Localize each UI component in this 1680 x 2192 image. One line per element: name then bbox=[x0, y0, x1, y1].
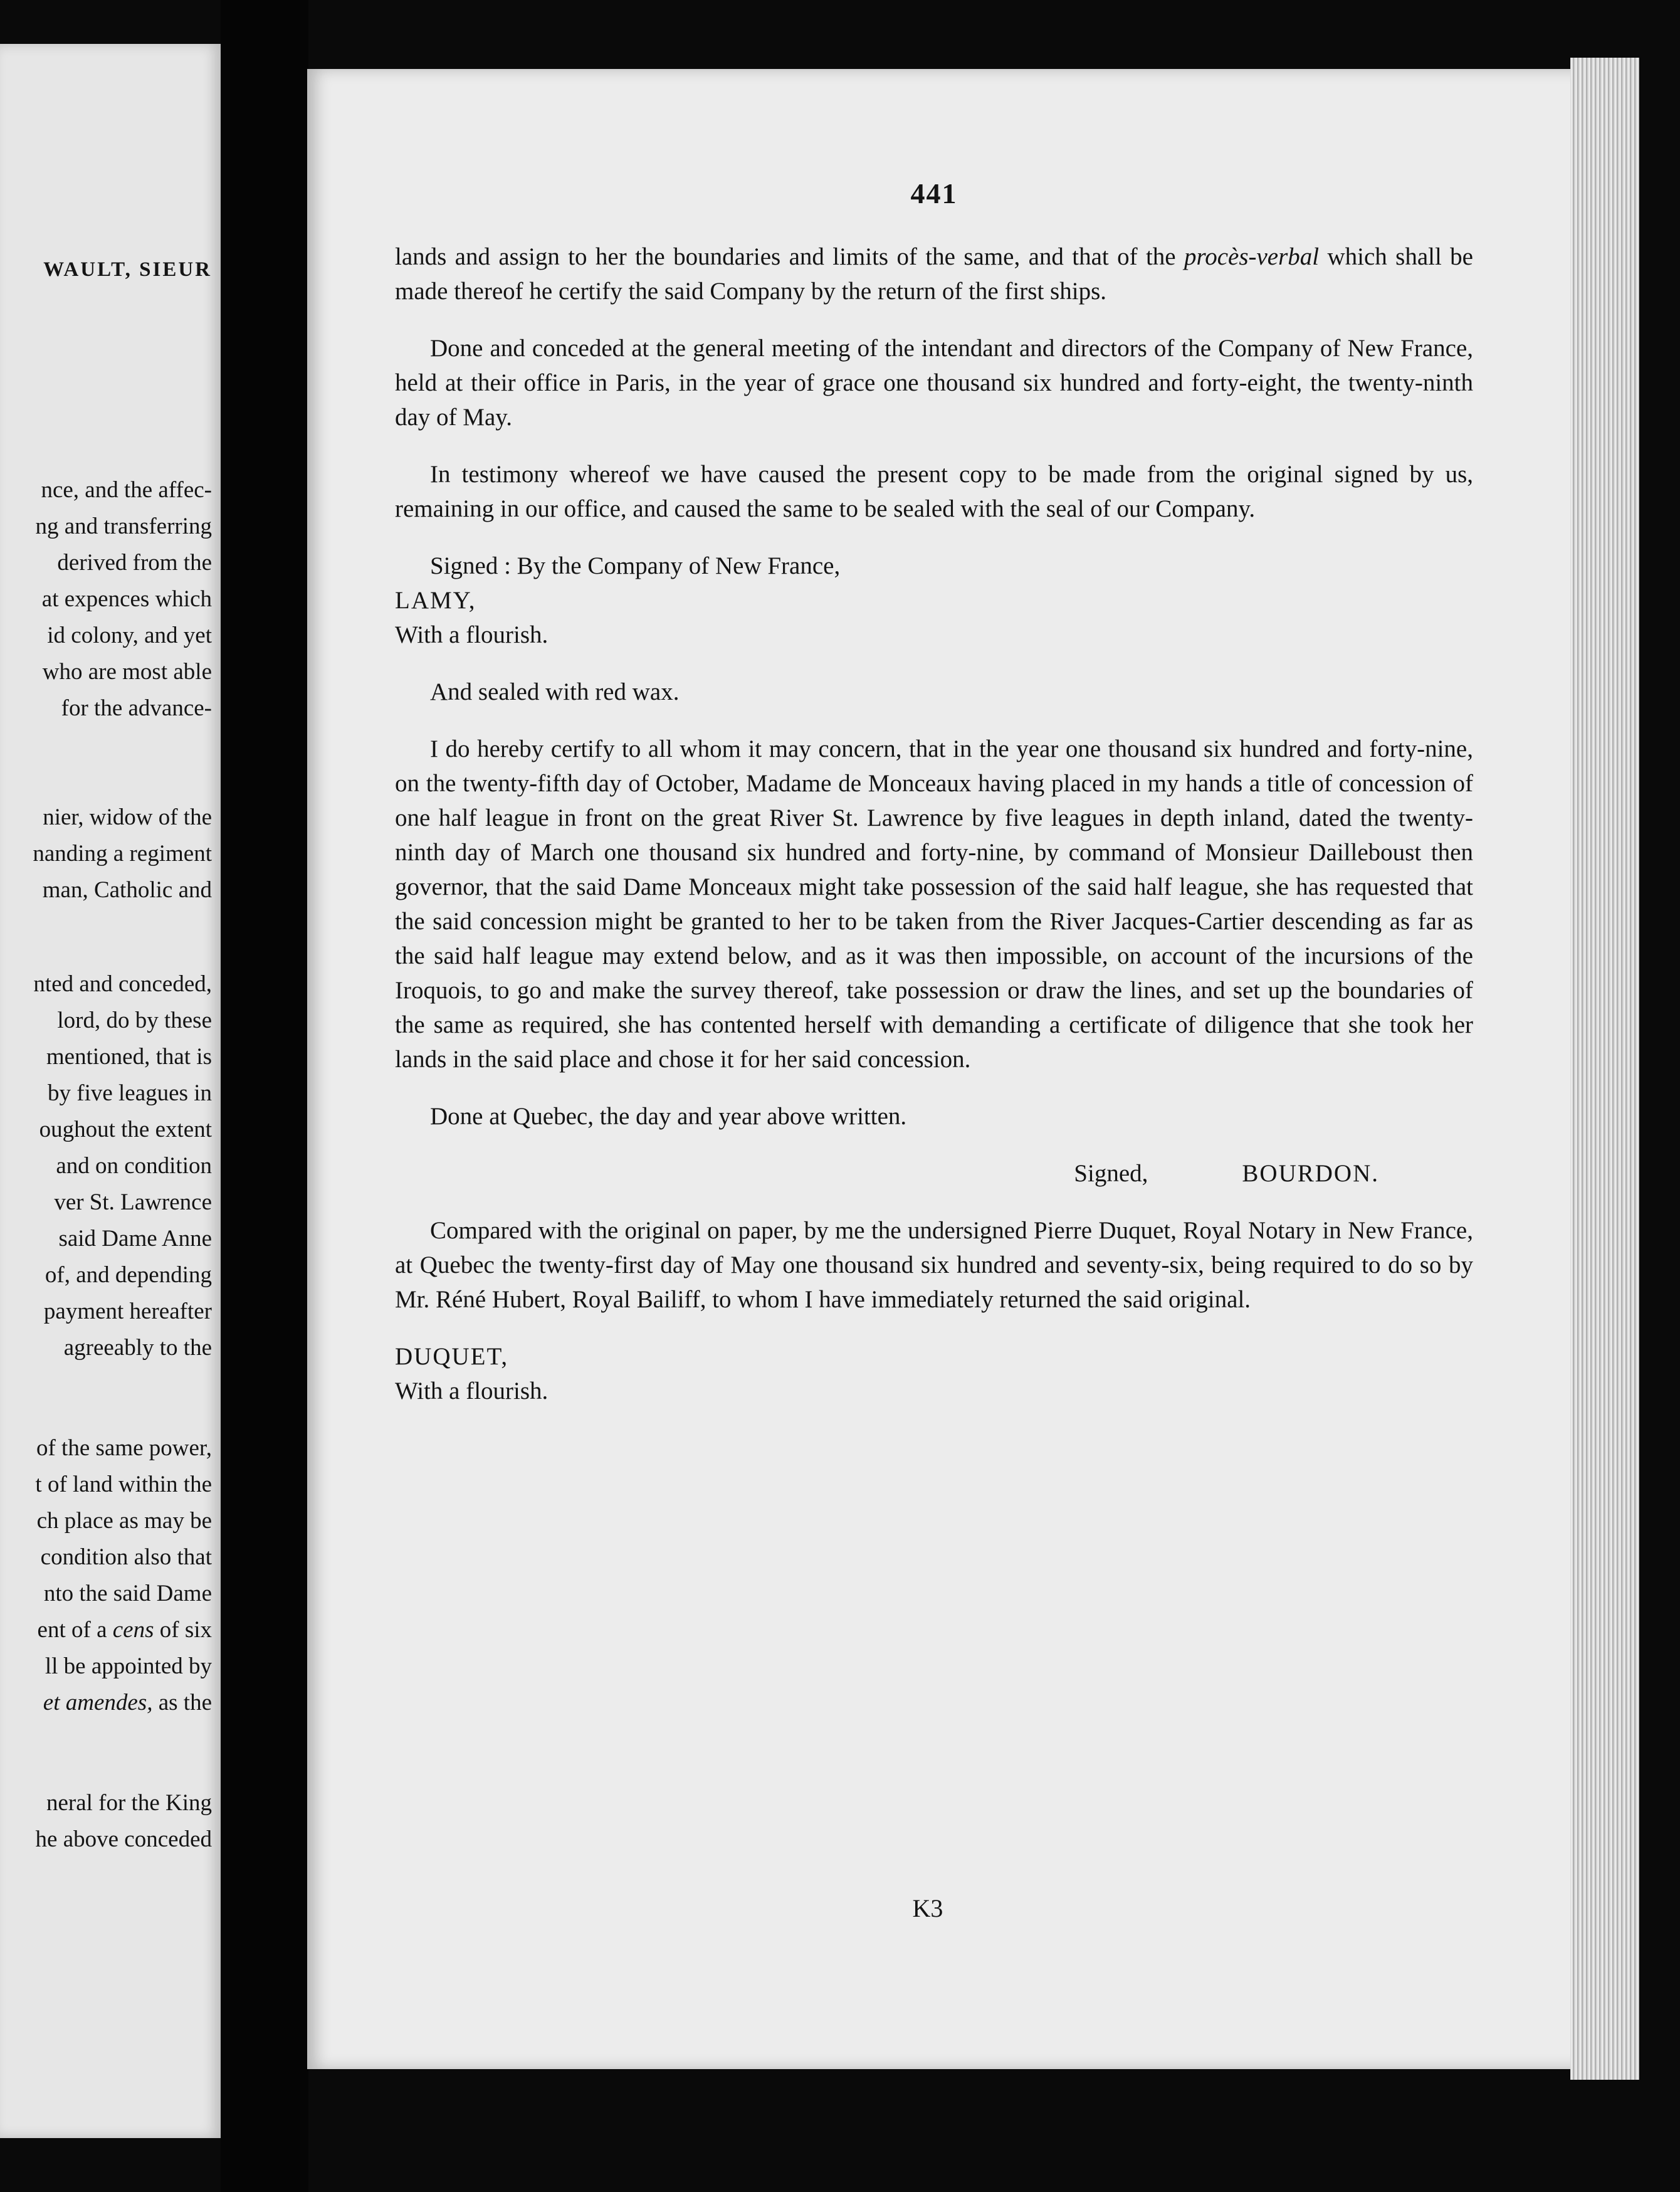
left-page-heading: WAULT, SIEUR bbox=[43, 258, 212, 281]
left-page-line: ng and transferring bbox=[35, 514, 212, 539]
left-page-line: he above conceded bbox=[35, 1826, 212, 1852]
signature-lamy-flourish: With a flourish. bbox=[395, 621, 549, 648]
left-page-line: nted and conceded, bbox=[33, 971, 212, 997]
paragraph-boundaries-text: lands and assign to her the boundaries and limits of the same, and that of the procès-verbal which shall be made thereof he certify the said Company by the return of the first ships. bbox=[395, 243, 1473, 305]
paragraph-done-at-quebec: Done at Quebec, the day and year above written. bbox=[430, 1103, 907, 1130]
facing-page-left bbox=[0, 44, 221, 2138]
left-page-line: for the advance- bbox=[61, 695, 212, 721]
left-page-line: oughout the extent bbox=[39, 1117, 212, 1142]
signature-lamy-name: LAMY, bbox=[395, 587, 476, 614]
left-page-line: derived from the bbox=[57, 550, 212, 576]
book-gutter bbox=[221, 0, 308, 2192]
left-page-line: agreeably to the bbox=[63, 1335, 212, 1361]
left-page-line: nto the said Dame bbox=[43, 1581, 212, 1606]
signature-mark: K3 bbox=[912, 1894, 943, 1922]
left-page-line: man, Catholic and bbox=[42, 877, 212, 903]
left-page-line: ll be appointed by bbox=[45, 1653, 212, 1679]
signature-bourdon bbox=[395, 1156, 1473, 1191]
left-page-line: said Dame Anne bbox=[58, 1226, 212, 1251]
signature-bourdon-signed: Signed, bbox=[1074, 1160, 1148, 1187]
left-page-line: condition also that bbox=[40, 1544, 212, 1570]
left-page-line: of the same power, bbox=[36, 1435, 212, 1461]
left-page-line: nanding a regiment bbox=[33, 841, 212, 867]
left-page-line: id colony, and yet bbox=[47, 623, 212, 648]
left-page-line: nier, widow of the bbox=[43, 804, 212, 830]
paragraph-in-testimony: In testimony whereof we have caused the present copy to be made from the original signed by us, remaining in our office, and caused the same to be sealed with the seal of our Company. bbox=[395, 461, 1473, 522]
left-page-line: at expences which bbox=[41, 586, 212, 612]
left-page-line: nce, and the affec- bbox=[41, 477, 212, 503]
signature-duquet-name: DUQUET, bbox=[395, 1343, 509, 1370]
left-page-line: ent of a cens of six bbox=[37, 1617, 212, 1643]
left-page-line: mentioned, that is bbox=[46, 1044, 212, 1070]
left-page-line: et amendes, as the bbox=[43, 1690, 212, 1715]
left-page-line: and on condition bbox=[56, 1153, 212, 1179]
paragraph-compared: Compared with the original on paper, by me the undersigned Pierre Duquet, Royal Notary in New France, at Quebec the twenty-first day of May one thousand six hundred and seventy-six, being required to do so by Mr. Réné Hubert, Royal Bailiff, to whom I have immediately returned the said original. bbox=[395, 1217, 1473, 1313]
left-page-line: lord, do by these bbox=[57, 1008, 212, 1033]
page-block-edges bbox=[1570, 58, 1639, 2080]
left-page-line: ch place as may be bbox=[36, 1508, 212, 1534]
paragraph-signed-company: Signed : By the Company of New France, bbox=[430, 552, 841, 579]
paragraph-certificate: I do hereby certify to all whom it may concern, that in the year one thousand six hundred and forty-nine, on the twenty-fifth day of October, Madame de Monceaux having placed in my hands a title of concession of one half league in front on the great River St. Lawrence by five leagues in depth inland, dated the twenty-ninth day of March one thousand six hundred and forty-nine, by command of Monsieur Dailleboust then governor, that the said Dame Monceaux might take possession of the said half league, she has requested that the said concession might be granted to her to be taken from the River Jacques-Cartier descending as far as the said half league may extend below, and as it was then impossible, on account of the incursions of the Iroquois, to go and make the survey thereof, take possession or draw the lines, and set up the boundaries of the same as required, she has contented herself with demanding a certificate of diligence that she took her lands in the said place and chose it for her said concession. bbox=[395, 735, 1473, 1073]
left-page-line: who are most able bbox=[42, 659, 212, 685]
paragraph-sealed: And sealed with red wax. bbox=[430, 678, 680, 705]
paragraph-boundaries bbox=[395, 240, 1473, 308]
left-page-line: payment hereafter bbox=[43, 1299, 212, 1324]
signature-duquet-flourish: With a flourish. bbox=[395, 1378, 549, 1404]
page-number: 441 bbox=[910, 177, 958, 209]
left-page-line: t of land within the bbox=[35, 1472, 212, 1497]
page-body bbox=[395, 240, 1473, 1408]
left-page-line: of, and depending bbox=[45, 1262, 212, 1288]
signature-bourdon-name: BOURDON. bbox=[1242, 1160, 1379, 1187]
left-page-line: ver St. Lawrence bbox=[54, 1189, 212, 1215]
paragraph-done-and-conceded: Done and conceded at the general meeting of the intendant and directors of the Company of New France, held at their office in Paris, in the year of grace one thousand six hundred and forty-eight, the twenty-ninth day of May. bbox=[395, 335, 1473, 431]
left-page-line: neral for the King bbox=[46, 1790, 212, 1816]
left-page-line: by five leagues in bbox=[48, 1080, 212, 1106]
